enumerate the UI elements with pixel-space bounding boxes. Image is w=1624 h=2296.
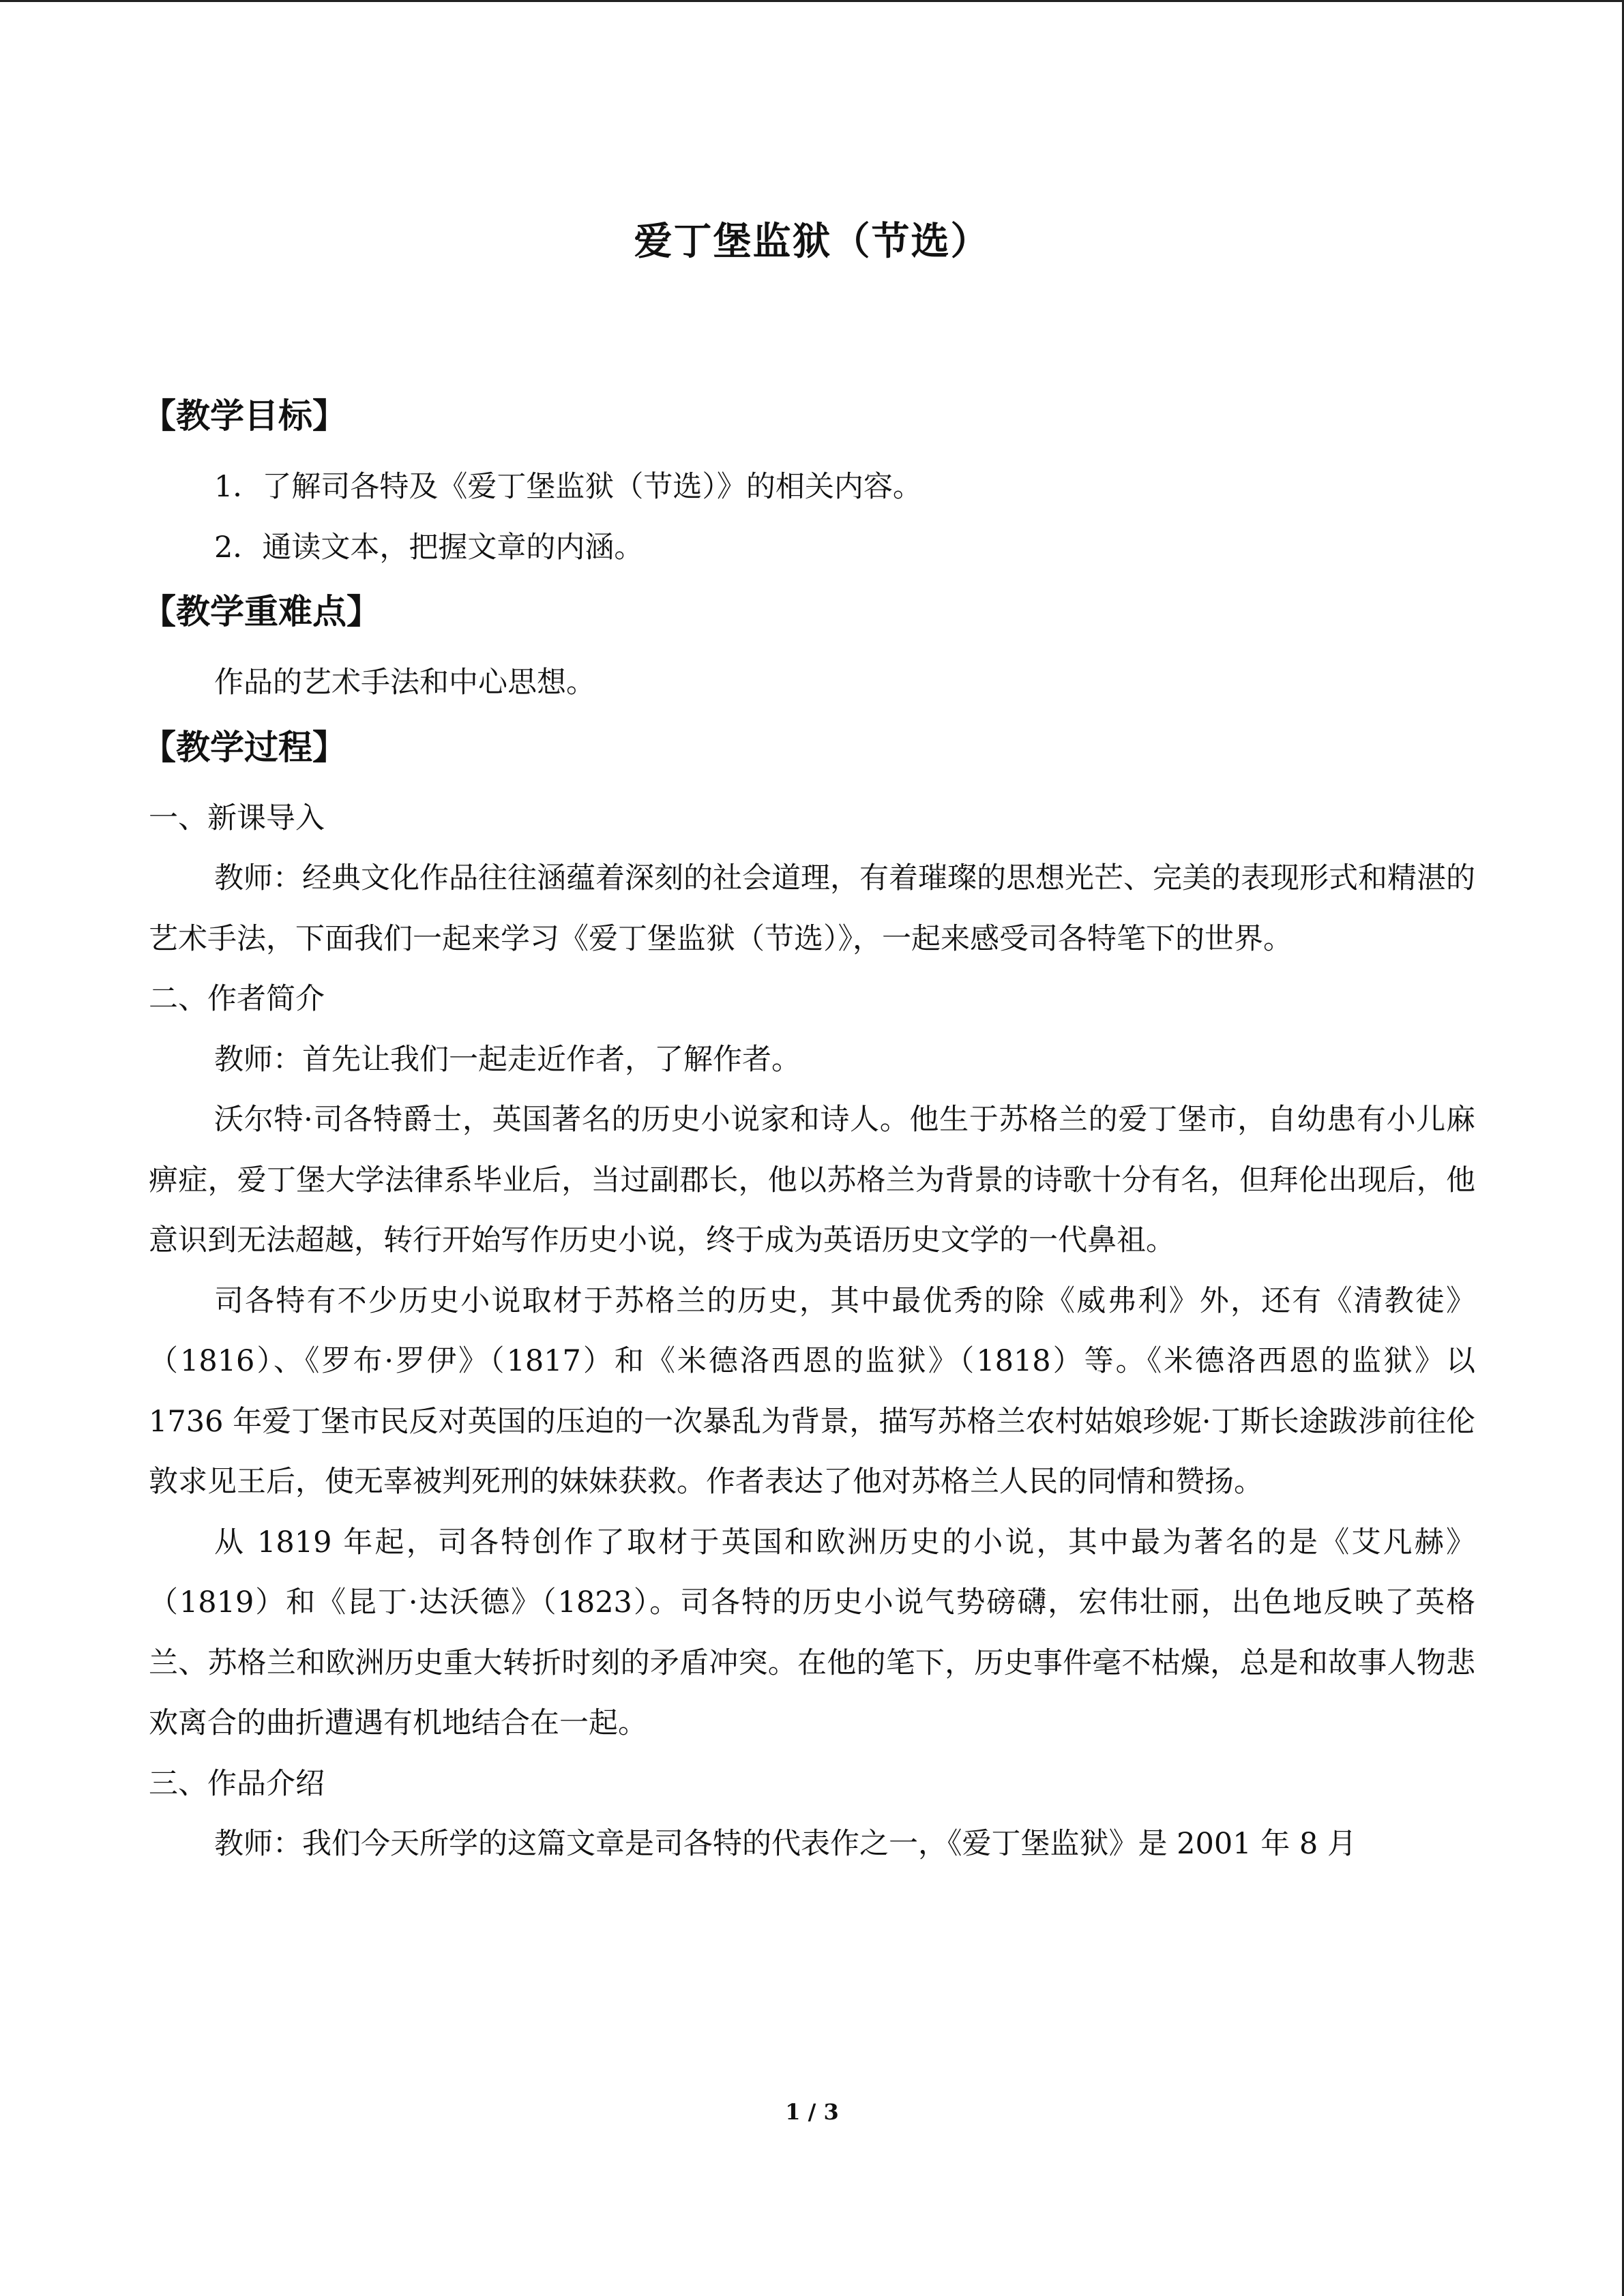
part2-paragraph-4: 从 1819 年起，司各特创作了取材于英国和欧洲历史的小说，其中最为著名的是《艾凡赫》（1819）和《昆丁·达沃德》（1823）。司各特的历史小说气势磅礴，宏伟壮丽，出色地反映了英格兰、苏格兰和欧洲历史重大转折时刻的矛盾冲突。在他的笔下，历史事件毫不枯燥，总是和故事人物悲欢离合的曲折遭遇有机地结合在一起。 <box>149 1525 1475 1740</box>
part1-title: 一、新课导入 <box>149 801 325 835</box>
section-heading-process: 【教学过程】 <box>142 727 346 767</box>
goal-item-1: 1．了解司各特及《爱丁堡监狱（节选）》的相关内容。 <box>214 470 922 504</box>
goal-item-2: 2．通读文本，把握文章的内涵。 <box>214 530 644 565</box>
document-title: 爱丁堡监狱（节选） <box>634 220 990 264</box>
part2-paragraph-1: 教师：首先让我们一起走近作者，了解作者。 <box>214 1042 801 1077</box>
part2-paragraph-2: 沃尔特·司各特爵士，英国著名的历史小说家和诗人。他生于苏格兰的爱丁堡市，自幼患有小儿麻痹症，爱丁堡大学法律系毕业后，当过副郡长，他以苏格兰为背景的诗歌十分有名，但拜伦出现后，他意识到无法超越，转行开始写作历史小说，终于成为英语历史文学的一代鼻祖。 <box>149 1103 1475 1257</box>
document-body <box>142 382 1475 1875</box>
part2-title: 二、作者简介 <box>149 982 325 1016</box>
part1-paragraph-1: 教师：经典文化作品往往涵蕴着深刻的社会道理，有着璀璨的思想光芒、完美的表现形式和精湛的艺术手法，下面我们一起来学习《爱丁堡监狱（节选）》，一起来感受司各特笔下的世界。 <box>149 861 1475 956</box>
section-heading-key-points: 【教学重难点】 <box>142 592 381 631</box>
part3-paragraph-1: 教师：我们今天所学的这篇文章是司各特的代表作之一，《爱丁堡监狱》是 2001 年 8 月 <box>214 1827 1357 1861</box>
section-heading-goals: 【教学目标】 <box>142 396 346 436</box>
page-top-border <box>0 0 1624 2</box>
part2-paragraph-3: 司各特有不少历史小说取材于苏格兰的历史，其中最优秀的除《威弗利》外，还有《清教徒》（1816）、《罗布·罗伊》（1817）和《米德洛西恩的监狱》（1818）等。《米德洛西恩的监狱》以 1736 年爱丁堡市民反对英国的压迫的一次暴乱为背景，描写苏格兰农村姑娘珍妮·丁斯长途跋涉前往伦敦求见王后，使无辜被判死刑的妹妹获救。作者表达了他对苏格兰人民的同情和赞扬。 <box>149 1283 1475 1499</box>
part3-title: 三、作品介绍 <box>149 1766 325 1801</box>
page-number: 1 / 3 <box>785 2099 839 2125</box>
key-points-text: 作品的艺术手法和中心思想。 <box>214 666 595 700</box>
